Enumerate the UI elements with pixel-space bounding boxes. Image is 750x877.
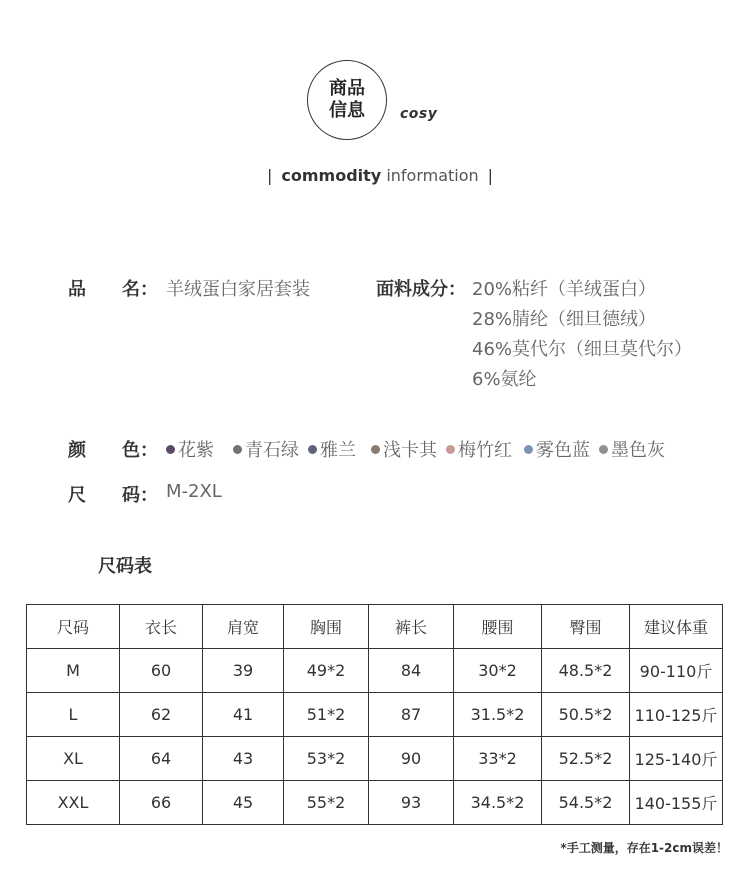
header-cell: 臀围: [542, 605, 630, 649]
color-list: [166, 436, 674, 462]
size-value: M-2XL: [166, 481, 222, 502]
table-cell: 51*2: [284, 693, 369, 737]
table-cell: 55*2: [284, 781, 369, 825]
table-cell: 52.5*2: [542, 737, 630, 781]
size-label: 尺 码：: [68, 485, 158, 506]
name-label: 品 名：: [68, 279, 158, 300]
header-cell: 胸围: [284, 605, 369, 649]
name-value: 羊绒蛋白家居套装: [166, 279, 310, 300]
color-swatch: [371, 445, 380, 454]
color-name: 梅竹红: [458, 440, 512, 461]
logo-line-1: 商品: [329, 78, 365, 99]
table-cell: XL: [27, 737, 120, 781]
table-cell: 125-140斤: [630, 737, 723, 781]
table-cell: 140-155斤: [630, 781, 723, 825]
table-cell: 48.5*2: [542, 649, 630, 693]
logo-line-2: 信息: [329, 100, 365, 121]
table-cell: 39: [203, 649, 284, 693]
color-option: [166, 436, 214, 462]
table-cell: 53*2: [284, 737, 369, 781]
color-option: [308, 436, 356, 462]
color-swatch: [524, 445, 533, 454]
table-row: [27, 781, 723, 825]
table-cell: 30*2: [454, 649, 542, 693]
header-cell: 肩宽: [203, 605, 284, 649]
table-cell: XXL: [27, 781, 120, 825]
table-cell: 33*2: [454, 737, 542, 781]
table-cell: 60: [120, 649, 203, 693]
color-swatch: [166, 445, 175, 454]
color-swatch: [233, 445, 242, 454]
color-option: [446, 436, 512, 462]
header-cell: 衣长: [120, 605, 203, 649]
size-table-title: 尺码表: [98, 556, 152, 577]
logo-badge: [307, 60, 387, 140]
color-name: 青石绿: [245, 440, 299, 461]
fabric-line: 46%莫代尔（细旦莫代尔）: [472, 339, 693, 360]
table-cell: 50.5*2: [542, 693, 630, 737]
table-cell: L: [27, 693, 120, 737]
heading-light: information: [386, 166, 479, 185]
color-name: 雅兰: [320, 440, 356, 461]
heading-bold: commodity: [281, 166, 382, 185]
color-name: 浅卡其: [383, 440, 437, 461]
table-cell: 41: [203, 693, 284, 737]
fabric-line: 28%腈纶（细旦德绒）: [472, 309, 657, 330]
header-cell: 尺码: [27, 605, 120, 649]
table-cell: 87: [369, 693, 454, 737]
table-row: [27, 649, 723, 693]
brand-cosy: cosy: [400, 106, 438, 122]
heading-bar-right: |: [487, 166, 494, 185]
table-cell: 34.5*2: [454, 781, 542, 825]
table-cell: 84: [369, 649, 454, 693]
color-swatch: [599, 445, 608, 454]
table-cell: 54.5*2: [542, 781, 630, 825]
table-cell: 49*2: [284, 649, 369, 693]
header-cell: 裤长: [369, 605, 454, 649]
table-cell: 45: [203, 781, 284, 825]
color-option: [233, 436, 299, 462]
fabric-label: 面料成分：: [376, 279, 466, 300]
color-name: 雾色蓝: [536, 440, 590, 461]
table-cell: 110-125斤: [630, 693, 723, 737]
color-option: [524, 436, 590, 462]
table-cell: 31.5*2: [454, 693, 542, 737]
table-cell: 93: [369, 781, 454, 825]
heading-bar-left: |: [267, 166, 273, 185]
table-cell: 90: [369, 737, 454, 781]
table-cell: 64: [120, 737, 203, 781]
fabric-line: 20%粘纤（羊绒蛋白）: [472, 279, 657, 300]
table-cell: 62: [120, 693, 203, 737]
table-cell: 90-110斤: [630, 649, 723, 693]
table-cell: 66: [120, 781, 203, 825]
color-option: [599, 436, 665, 462]
color-name: 花紫: [178, 440, 214, 461]
color-swatch: [446, 445, 455, 454]
color-swatch: [308, 445, 317, 454]
color-name: 墨色灰: [611, 440, 665, 461]
table-row: [27, 737, 723, 781]
size-table: [26, 604, 723, 825]
section-heading: [258, 166, 502, 185]
table-row: [27, 693, 723, 737]
table-cell: 43: [203, 737, 284, 781]
measurement-note: *手工测量，存在1-2cm误差！: [560, 841, 728, 855]
table-cell: M: [27, 649, 120, 693]
fabric-line: 6%氨纶: [472, 369, 537, 390]
table-header-row: [27, 605, 723, 649]
header-cell: 建议体重: [630, 605, 723, 649]
color-label: 颜 色：: [68, 440, 158, 461]
color-option: [371, 436, 437, 462]
header-cell: 腰围: [454, 605, 542, 649]
